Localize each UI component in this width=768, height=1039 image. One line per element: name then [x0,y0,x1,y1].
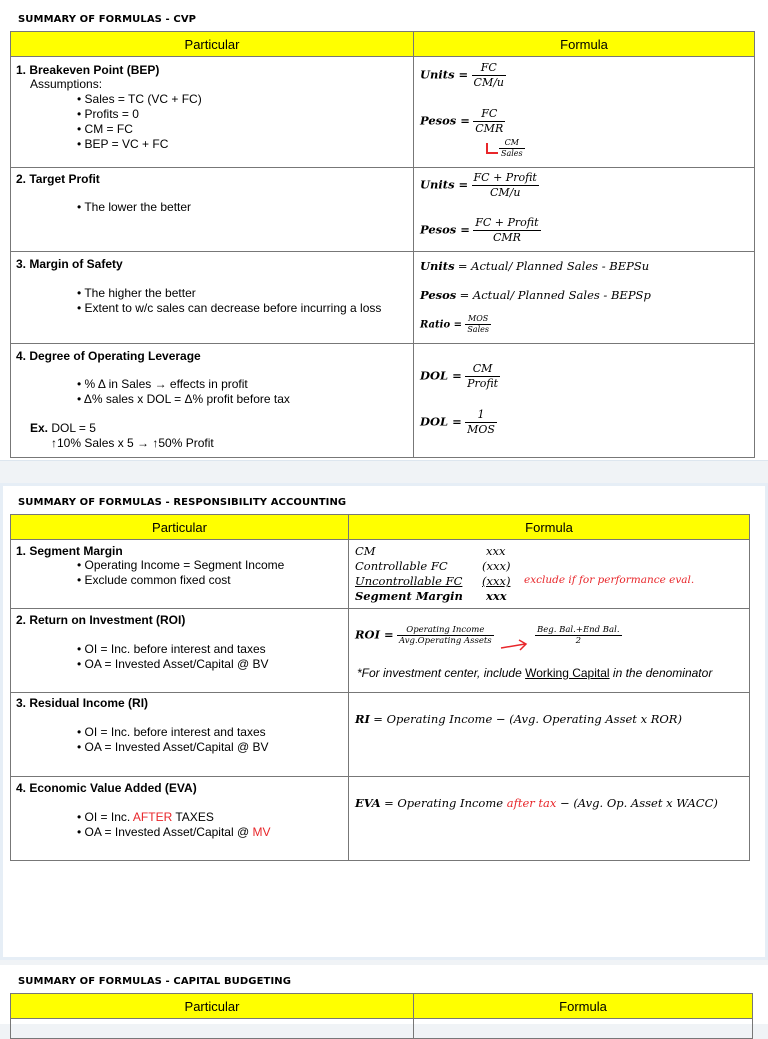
ri-bullet: • OI = Inc. before interest and taxes [77,725,266,739]
cb-section-title: SUMMARY OF FORMULAS - CAPITAL BUDGETING [18,976,292,987]
cvp-page [0,0,768,461]
ra-table [10,514,750,861]
sm-controllable-label: Controllable FC [355,559,448,573]
sm-total-label: Segment Margin [355,589,463,603]
bep-bullet: • Sales = TC (VC + FC) [77,92,202,106]
cvp-row-target [11,168,755,252]
sm-controllable-value: (xxx) [482,559,511,573]
cvp-table [10,31,755,458]
sm-bullet: • Operating Income = Segment Income [77,558,285,572]
cvp-header-particular: Particular [11,32,414,57]
roi-investment-center-note: *For investment center, include Working Capital in the denominator [357,666,713,680]
sm-bullet: • Exclude common fixed cost [77,573,231,587]
cb-particular-cell [11,1019,414,1039]
bep-bullet: • BEP = VC + FC [77,137,169,151]
target-units-formula: Units = $\frac{\text{FC + Profit}}{CM/u}$ [420,171,537,199]
mos-units-formula: Units = Actual/ Planned Sales - BEPSu [420,259,650,273]
mos-ratio-formula: Ratio = $\frac{\text{MOS}}{\text{Sales}}$ [420,314,489,334]
ra-row-ri [11,693,750,777]
dol-formula-cm: DOL = $\frac{CM}{\text{Profit}}$ [420,362,499,390]
dol-bullet: • % Δ in Sales → effects in profit [77,377,248,391]
ra-row-segment-margin [11,540,750,609]
cb-header-formula: Formula [414,994,753,1019]
arrow-right-icon [499,639,529,653]
cb-formula-cell [414,1019,753,1039]
cvp-header-formula: Formula [414,32,755,57]
sm-particular-cell [11,540,349,609]
eva-bullet: • OA = Invested Asset/Capital @ MV [77,825,271,839]
mos-heading: 3. Margin of Safety [16,257,123,271]
sm-exclude-note: exclude if for performance eval. [524,574,695,586]
ri-formula-cell [349,693,750,777]
ra-header-particular: Particular [11,515,349,540]
ra-row-roi [11,609,750,693]
avg-operating-assets-formula: $\frac{\text{Beg. Bal.+End Bal.}}{2}$ [537,625,620,646]
mos-pesos-formula: Pesos = Actual/ Planned Sales - BEPSp [420,288,651,302]
ri-heading: 3. Residual Income (RI) [16,696,149,710]
roi-particular-cell [11,609,349,693]
mos-bullet: • Extent to w/c sales can decrease before incurring a loss [77,301,382,315]
cmr-bracket-icon [484,142,500,156]
bep-formula-cell [414,57,755,168]
sm-heading: 1. Segment Margin [16,544,123,558]
eva-heading: 4. Economic Value Added (EVA) [16,781,197,795]
sm-cm-label: CM [355,544,376,558]
target-particular-cell [11,168,414,252]
mos-particular-cell [11,252,414,344]
sm-formula-cell [349,540,750,609]
roi-heading: 2. Return on Investment (ROI) [16,613,186,627]
eva-particular-cell [11,777,349,861]
eva-bullet: • OI = Inc. AFTER TAXES [77,810,214,824]
roi-formula: ROI = $\frac{\text{Operating Income}}{\text{Avg.Operating Assets}}$ [355,625,492,646]
bep-heading: 1. Breakeven Point (BEP) [16,63,160,77]
ra-page [0,483,768,960]
bep-bullet: • CM = FC [77,122,133,136]
dol-heading: 4. Degree of Operating Leverage [16,349,201,363]
cvp-row-bep [11,57,755,168]
bep-pesos-formula: Pesos = $\frac{FC}{\text{CMR}}$ [420,107,504,135]
dol-example: Ex. DOL = 5 [30,421,96,435]
roi-formula-cell [349,609,750,693]
mos-formula-cell [414,252,755,344]
target-heading: 2. Target Profit [16,172,100,186]
ra-row-eva [11,777,750,861]
cb-header-particular: Particular [11,994,414,1019]
dol-bullet: • Δ% sales x DOL = Δ% profit before tax [77,392,290,406]
sm-uncontrollable-value: (xxx) [482,574,511,588]
ra-section-title: SUMMARY OF FORMULAS - RESPONSIBILITY ACCOUNTING [18,497,347,508]
cb-table [10,993,753,1039]
sm-uncontrollable-label: Uncontrollable FC [355,574,463,588]
dol-formula-cell [414,344,755,458]
bep-bullet: • Profits = 0 [77,107,139,121]
cmr-definition: $\frac{CM}{\text{Sales}}$ [501,138,523,158]
eva-formula-cell [349,777,750,861]
bep-units-formula: Units = $\frac{FC}{CM/u}$ [420,61,505,89]
cb-page [0,965,768,1024]
eva-formula: EVA = Operating Income after tax − (Avg. Op. Asset x WACC) [355,796,718,810]
bep-assumptions-label: Assumptions: [30,77,103,91]
target-formula-cell [414,168,755,252]
dol-example-line2: ↑10% Sales x 5 → ↑50% Profit [51,436,214,450]
dol-formula-mos: DOL = $\frac{1}{\text{MOS}}$ [420,408,495,436]
cvp-section-title: SUMMARY OF FORMULAS - CVP [18,14,197,25]
ri-particular-cell [11,693,349,777]
ri-formula: RI = Operating Income − (Avg. Operating Asset x ROR) [355,712,682,726]
sm-total-value: xxx [486,589,507,603]
sm-cm-value: xxx [486,544,506,558]
roi-bullet: • OI = Inc. before interest and taxes [77,642,266,656]
target-bullet: • The lower the better [77,200,192,214]
mos-bullet: • The higher the better [77,286,196,300]
ra-header-formula: Formula [349,515,750,540]
cvp-row-dol [11,344,755,458]
ri-bullet: • OA = Invested Asset/Capital @ BV [77,740,269,754]
dol-particular-cell [11,344,414,458]
roi-bullet: • OA = Invested Asset/Capital @ BV [77,657,269,671]
cvp-row-mos [11,252,755,344]
bep-particular-cell [11,57,414,168]
target-pesos-formula: Pesos = $\frac{\text{FC + Profit}}{\text{CMR}}$ [420,216,539,244]
